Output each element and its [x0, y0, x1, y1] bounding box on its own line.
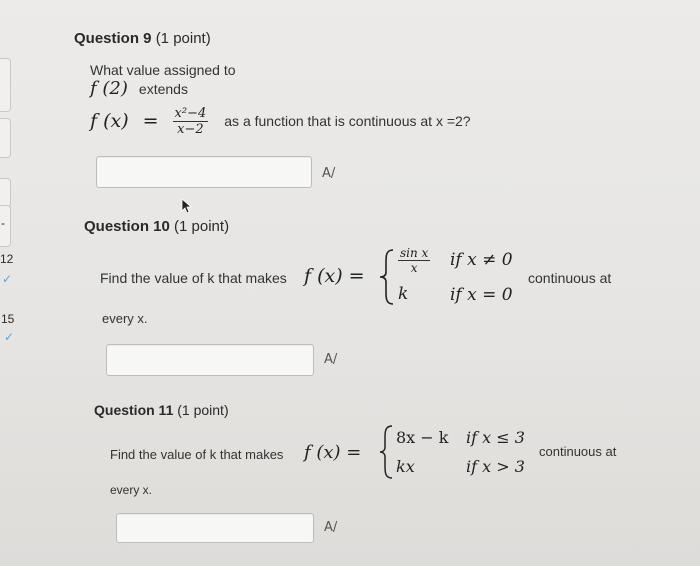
case2-expression: k: [398, 284, 409, 304]
extends-text: extends: [138, 81, 188, 97]
question-10-answer-input[interactable]: [106, 344, 314, 376]
sidebar-tab-2[interactable]: [0, 118, 11, 158]
sidebar-item-15[interactable]: [0, 312, 24, 352]
question-9-line1: What value assigned to: [90, 62, 236, 78]
fraction-denominator: x: [410, 261, 418, 275]
case2-expression: kx: [396, 457, 415, 476]
question-9-tail: as a function that is continuous at x =2?: [224, 113, 471, 129]
spellcheck-icon[interactable]: A/: [322, 166, 336, 181]
question-11-suffix: continuous at: [539, 444, 617, 459]
question-11-answer-input[interactable]: [116, 513, 314, 543]
sinx-over-x: [398, 246, 430, 275]
sidebar-tab-3[interactable]: [0, 178, 11, 208]
spellcheck-icon[interactable]: A/: [324, 352, 338, 367]
question-9-title: Question 9 (1 point): [74, 30, 211, 47]
check-icon: ✓: [2, 272, 13, 286]
check-icon: ✓: [4, 330, 15, 344]
question-9-line2: [90, 78, 188, 99]
left-brace-icon: [378, 248, 396, 306]
spellcheck-icon[interactable]: A/: [324, 520, 338, 535]
case2-condition: if x > 3: [466, 457, 525, 476]
sidebar-tab-1[interactable]: [0, 58, 11, 112]
sidebar-item-12[interactable]: [0, 252, 24, 292]
fraction-numerator: sin x: [400, 246, 429, 260]
sidebar-item-number: 15: [1, 312, 15, 326]
question-11-prompt: Find the value of k that makes: [110, 447, 284, 462]
function-fx: f (x): [90, 110, 129, 132]
question-9-answer-input[interactable]: [96, 156, 312, 188]
case1-condition: if x ≤ 3: [466, 428, 525, 447]
question-11-fx: f (x) =: [304, 442, 362, 463]
fraction-denominator: x−2: [177, 121, 204, 137]
cursor-icon: [180, 198, 192, 214]
question-10-every: every x.: [102, 311, 148, 326]
left-brace-icon: [378, 424, 394, 480]
sidebar-tab-4[interactable]: [0, 205, 11, 247]
case2-condition: if x = 0: [450, 285, 513, 305]
question-11-every: every x.: [110, 483, 153, 497]
case1-expression: 8x − k: [396, 428, 449, 447]
equals-sign: =: [142, 110, 159, 132]
question-11-title: Question 11 (1 point): [94, 402, 229, 418]
fraction: [173, 106, 209, 137]
question-10-prompt: Find the value of k that makes: [100, 270, 287, 286]
sidebar-item-number: 12: [0, 252, 14, 266]
sidebar-tab-label: -: [1, 216, 5, 230]
fraction-numerator: x²−4: [174, 105, 207, 121]
question-9-formula: [90, 103, 471, 139]
case1-condition: if x ≠ 0: [450, 250, 513, 270]
function-f2: f (2): [90, 78, 128, 99]
question-10-fx: f (x) =: [304, 265, 365, 287]
question-10-suffix: continuous at: [528, 270, 612, 286]
question-10-title: Question 10 (1 point): [84, 218, 230, 235]
